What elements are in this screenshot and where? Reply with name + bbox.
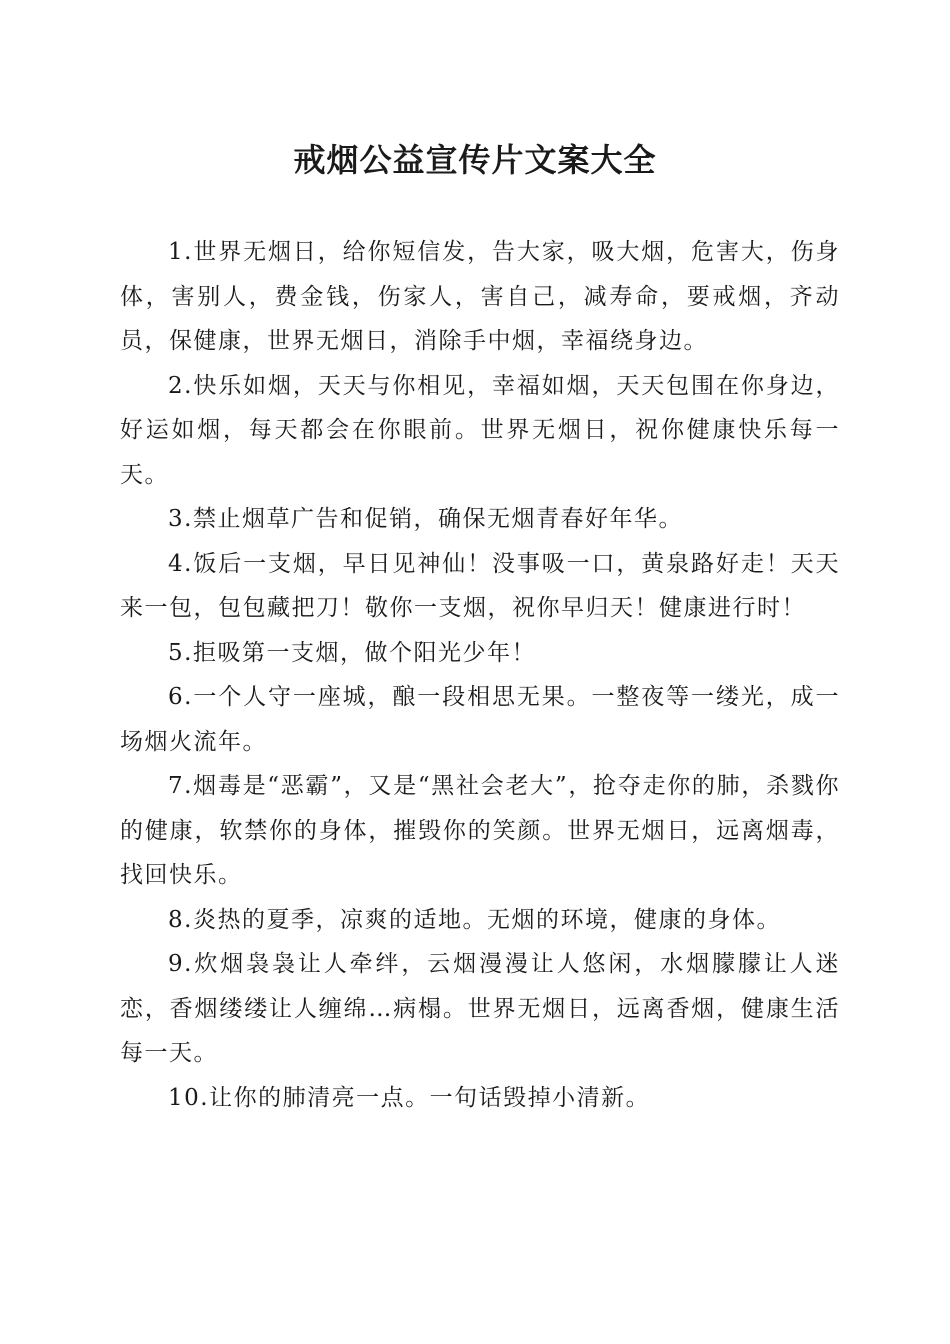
paragraph-4: 4.饭后一支烟，早日见神仙！没事吸一口，黄泉路好走！天天来一包，包包藏把刀！敬你一支烟，祝你早归天！健康进行时！ <box>120 550 840 621</box>
paragraph-3: 3.禁止烟草广告和促销，确保无烟青春好年华。 <box>168 506 683 532</box>
paragraph-9: 9.炊烟袅袅让人牵绊，云烟漫漫让人悠闲，水烟朦朦让人迷恋，香烟缕缕让人缠绵…病榻。世界无烟日，远离香烟，健康生活每一天。 <box>120 951 840 1066</box>
page-title: 戒烟公益宣传片文案大全 <box>293 141 657 179</box>
paragraph-2: 2.快乐如烟，天天与你相见，幸福如烟，天天包围在你身边，好运如烟，每天都会在你眼前。世界无烟日，祝你健康快乐每一天。 <box>120 372 840 488</box>
paragraph-8: 8.炎热的夏季，凉爽的适地。无烟的环境，健康的身体。 <box>168 906 781 933</box>
paragraph-6: 6.一个人守一座城，酿一段相思无果。一整夜等一缕光，成一场烟火流年。 <box>120 684 840 755</box>
paragraph-5: 5.拒吸第一支烟，做个阳光少年！ <box>168 639 536 666</box>
paragraph-7: 7.烟毒是“恶霸”，又是“黑社会老大”，抢夺走你的肺，杀戮你的健康，软禁你的身体，摧毁你的笑颜。世界无烟日，远离烟毒，找回快乐。 <box>120 773 840 888</box>
document-body <box>120 230 840 1120</box>
paragraph-10: 10.让你的肺清亮一点。一句话毁掉小清新。 <box>168 1084 651 1111</box>
paragraph-1: 1.世界无烟日，给你短信发，告大家，吸大烟，危害大，伤身体，害别人，费金钱，伤家人，害自己，减寿命，要戒烟，齐动员，保健康，世界无烟日，消除手中烟，幸福绕身边。 <box>120 239 840 354</box>
